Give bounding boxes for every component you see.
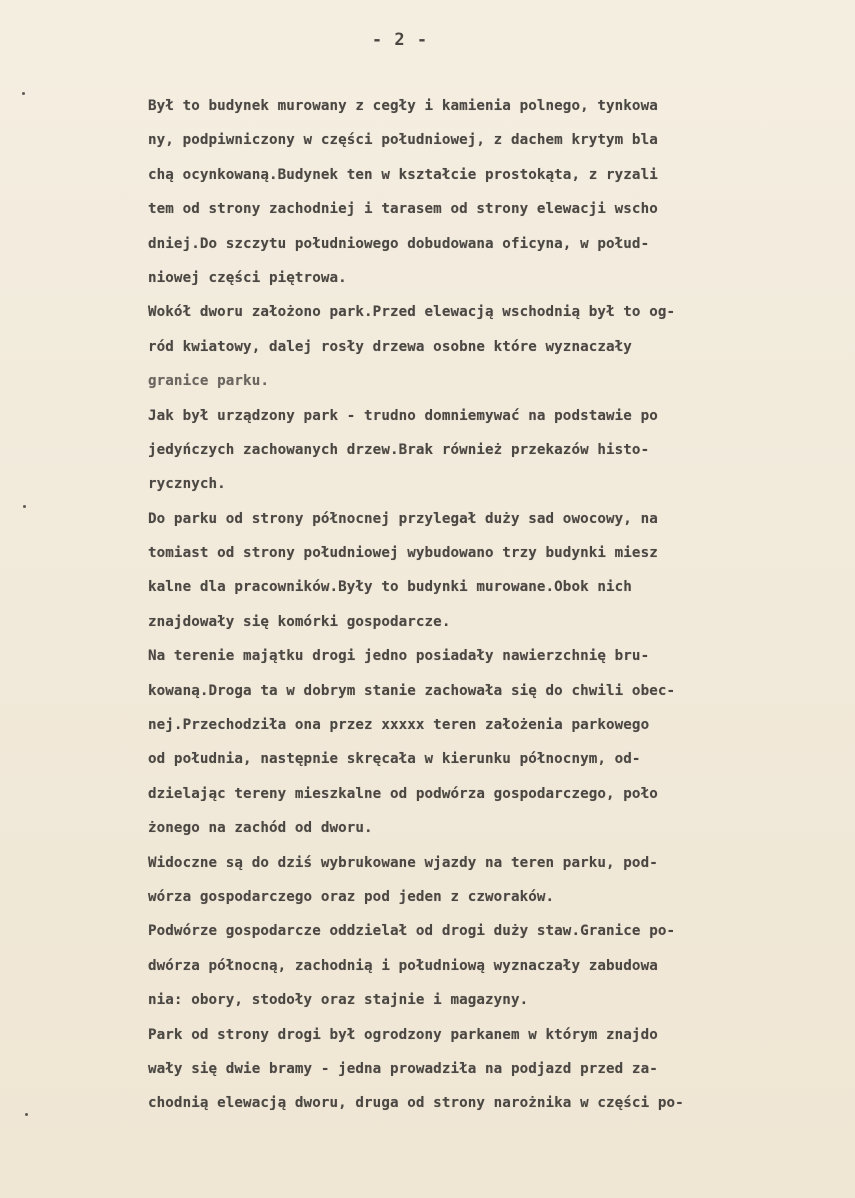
text-line: Park od strony drogi był ogrodzony parkanem w którym znajdo [148, 1026, 658, 1043]
punch-hole-mark [23, 505, 26, 508]
text-line: Do parku od strony północnej przylegał duży sad owocowy, na [148, 510, 658, 527]
text-line: tem od strony zachodniej i tarasem od strony elewacji wscho [148, 201, 658, 218]
text-line: kalne dla pracowników.Były to budynki murowane.Obok nich [148, 579, 632, 596]
text-line: Podwórze gospodarcze oddzielał od drogi duży staw.Granice po- [148, 923, 676, 940]
text-line: nia: obory, stodoły oraz stajnie i magazyny. [148, 992, 529, 1009]
text-line: jedyńczych zachowanych drzew.Brak również przekazów histo- [148, 441, 650, 458]
text-line: Na terenie majątku drogi jedno posiadały nawierzchnię bru- [148, 648, 650, 665]
text-line: Wokół dworu założono park.Przed elewacją wschodnią był to og- [148, 304, 676, 321]
text-line: chodnią elewacją dworu, druga od strony narożnika w części po- [148, 1095, 684, 1112]
text-line: Był to budynek murowany z cegły i kamienia polnego, tynkowa [148, 98, 658, 114]
text-line: rycznych. [148, 476, 226, 493]
text-line: dzielając tereny mieszkalne od podwórza gospodarczego, poło [148, 785, 658, 802]
text-line: kowaną.Droga ta w dobrym stanie zachowała się do chwili obec- [148, 682, 676, 699]
text-line: Widoczne są do dziś wybrukowane wjazdy na teren parku, pod- [148, 854, 658, 871]
text-line: od południa, następnie skręcała w kierunku północnym, od- [148, 751, 641, 768]
text-line: niowej części piętrowa. [148, 269, 347, 286]
document-body [148, 95, 848, 1127]
text-line: ród kwiatowy, dalej rosły drzewa osobne które wyznaczały [148, 338, 632, 355]
text-line: tomiast od strony południowej wybudowano trzy budynki miesz [148, 545, 658, 562]
text-line: dwórza północną, zachodnią i południową wyznaczały zabudowa [148, 957, 658, 974]
text-line: ny, podpiwniczony w części południowej, z dachem krytym bla [148, 132, 658, 149]
text-line: Jak był urządzony park - trudno domniemywać na podstawie po [148, 407, 658, 424]
punch-hole-mark [22, 92, 25, 95]
page-number: - 2 - [371, 30, 429, 50]
text-line: wórza gospodarczego oraz pod jeden z czworaków. [148, 888, 555, 905]
punch-hole-mark [25, 1113, 28, 1116]
text-line: nej.Przechodziła ona przez xxxxx teren założenia parkowego [148, 717, 650, 734]
text-line: znajdowały się komórki gospodarcze. [148, 613, 451, 630]
text-line: chą ocynkowaną.Budynek ten w kształcie prostokąta, z ryzali [148, 166, 658, 183]
text-line: dniej.Do szczytu południowego dobudowana oficyna, w połud- [148, 235, 650, 252]
text-line: granice parku. [148, 373, 269, 390]
text-line: żonego na zachód od dworu. [148, 820, 373, 837]
text-line: wały się dwie bramy - jedna prowadziła na podjazd przed za- [148, 1060, 658, 1077]
